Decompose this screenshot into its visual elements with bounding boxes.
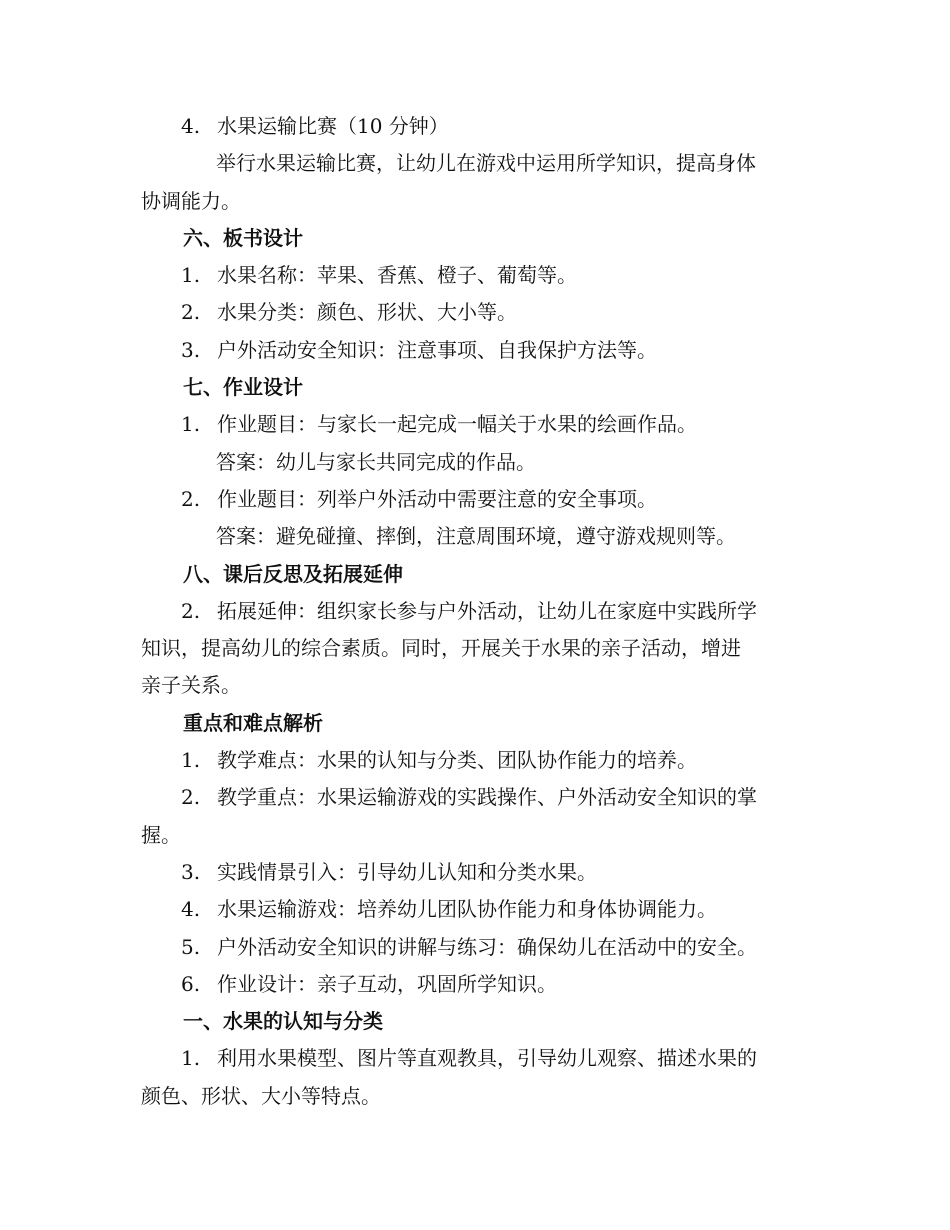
list-item [0,108,950,145]
section-heading: 重点和难点解析 [183,710,323,735]
list-item-text: 教学难点：水果的认知与分类、团队协作能力的培养。 [217,748,697,773]
list-item-text: 拓展延伸：组织家长参与户外活动，让幼儿在家庭中实践所学 [217,598,757,623]
list-item [0,406,950,443]
list-item [0,294,950,331]
list-item-text: 作业设计：亲子互动，巩固所学知识。 [217,971,557,996]
list-item [0,854,950,891]
paragraph-continuation: 握。 [141,822,181,847]
list-item-text: 实践情景引入：引导幼儿认知和分类水果。 [217,859,597,884]
paragraph-continuation: 知识，提高幼儿的综合素质。同时，开展关于水果的亲子活动，增进 [141,636,741,661]
list-item-number: 2. [181,785,201,810]
list-item-text: 作业题目：与家长一起完成一幅关于水果的绘画作品。 [217,412,697,437]
section-heading: 六、板书设计 [183,225,303,250]
list-item-text: 利用水果模型、图片等直观教具，引导幼儿观察、描述水果的 [217,1046,757,1071]
list-item-number: 4. [181,897,201,922]
list-item [0,332,950,369]
list-item [0,481,950,518]
list-item-text: 户外活动安全知识：注意事项、自我保护方法等。 [217,337,657,362]
list-item-number: 1. [181,263,201,288]
list-item-text: 作业题目：列举户外活动中需要注意的安全事项。 [217,486,657,511]
list-item-text: 教学重点：水果运输游戏的实践操作、户外活动安全知识的掌 [217,785,757,810]
list-item-text: 水果分类：颜色、形状、大小等。 [217,300,517,325]
paragraph-continuation: 颜色、形状、大小等特点。 [141,1083,381,1108]
list-item-number: 2. [181,486,201,511]
list-item-number: 3. [181,859,201,884]
paragraph-line: 答案：幼儿与家长共同完成的作品。 [216,449,536,474]
list-item [0,257,950,294]
list-item [0,593,950,630]
list-item-number: 5. [181,934,201,959]
paragraph-continuation: 协调能力。 [141,188,241,213]
section-heading: 八、课后反思及拓展延伸 [183,561,403,586]
list-item-number: 3. [181,337,201,362]
list-item-text: 水果名称：苹果、香蕉、橙子、葡萄等。 [217,263,577,288]
list-item [0,966,950,1003]
list-item-number: 1. [181,748,201,773]
list-item [0,742,950,779]
list-item-number: 4. [181,114,201,138]
list-item [0,929,950,966]
list-item [0,779,950,816]
document-page [0,108,950,1115]
paragraph-line: 答案：避免碰撞、摔倒，注意周围环境，遵守游戏规则等。 [216,524,736,549]
list-item-number: 1. [181,412,201,437]
section-heading: 七、作业设计 [183,375,303,400]
paragraph-continuation: 亲子关系。 [141,673,241,698]
list-item-number: 2. [181,598,201,623]
list-item-text: 户外活动安全知识的讲解与练习：确保幼儿在活动中的安全。 [217,934,757,959]
list-item-text: 水果运输比赛（10 分钟） [217,114,449,138]
list-item-number: 2. [181,300,201,325]
paragraph-line: 举行水果运输比赛，让幼儿在游戏中运用所学知识，提高身体 [216,151,756,176]
list-item-number: 1. [181,1046,201,1071]
list-item [0,891,950,928]
list-item-number: 6. [181,971,201,996]
section-heading: 一、水果的认知与分类 [183,1009,383,1034]
list-item-text: 水果运输游戏：培养幼儿团队协作能力和身体协调能力。 [217,897,717,922]
list-item [0,1040,950,1077]
